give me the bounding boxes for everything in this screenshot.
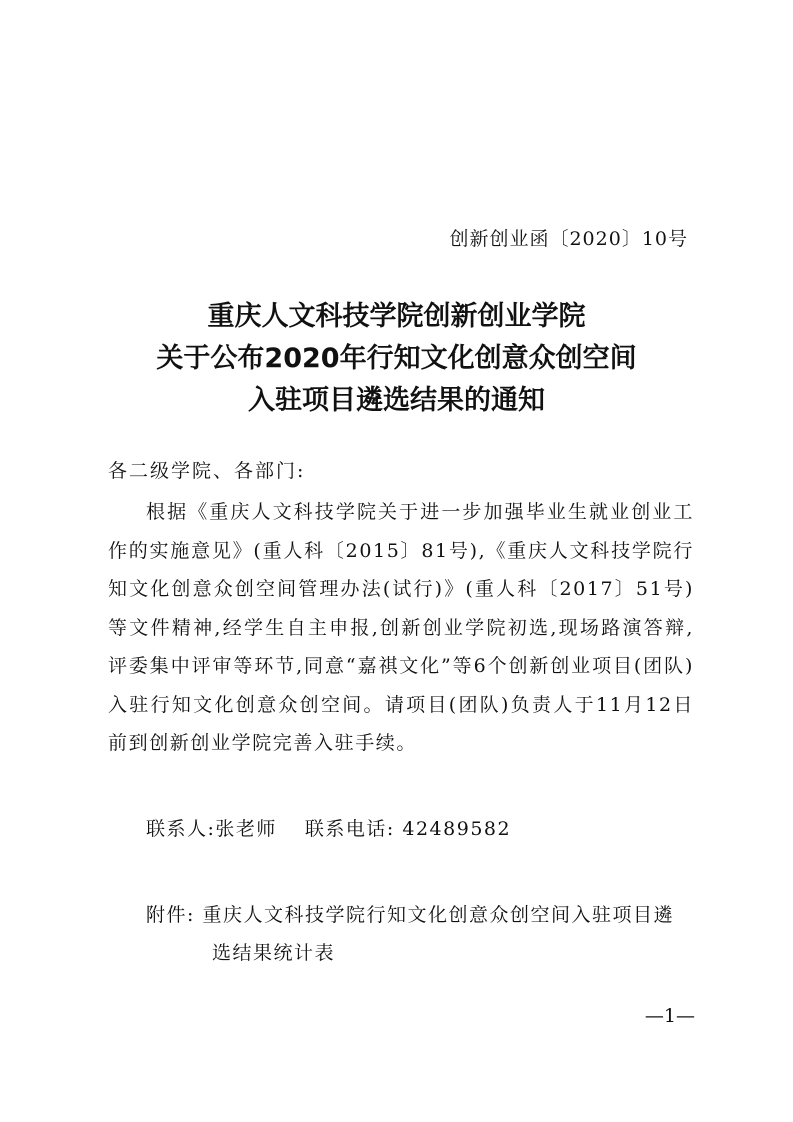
contact-person-label: 联系人:: [146, 818, 216, 840]
title-line-2: 关于公布2020年行知文化创意众创空间: [156, 343, 637, 374]
page-number: —1—: [644, 1005, 695, 1027]
attachment-label: 附件:: [146, 904, 195, 926]
salutation: 各二级学院、各部门:: [108, 460, 306, 482]
document-title: [0, 296, 793, 422]
attachment-title-line-2: 选结果统计表: [212, 942, 336, 964]
contact-phone: 42489582: [402, 818, 512, 840]
title-line-1: 重庆人文科技学院创新创业学院: [207, 301, 586, 332]
body-paragraph: 根据《重庆人文科技学院关于进一步加强毕业生就业创业工作的实施意见》(重人科〔2015〕81号),《重庆人文科技学院行知文化创意众创空间管理办法(试行)》(重人科〔2017〕51号)等文件精神,经学生自主申报,创新创业学院初选,现场路演答辩,评委集中评审等环节,同意“嘉祺文化”等6个创新创业项目(团队)入驻行知文化创意众创空间。请项目(团队)负责人于11月12日前到创新创业学院完善入驻手续。: [108, 501, 694, 754]
attachment: [146, 896, 674, 972]
contact-info: [146, 814, 511, 841]
title-line-3: 入驻项目遴选结果的通知: [248, 385, 545, 416]
attachment-title-line-1: 重庆人文科技学院行知文化创意众创空间入驻项目遴: [202, 904, 674, 926]
contact-person: 张老师: [215, 818, 277, 840]
contact-phone-label: 联系电话:: [304, 818, 395, 840]
document-number: 创新创业函〔2020〕10号: [449, 228, 688, 250]
